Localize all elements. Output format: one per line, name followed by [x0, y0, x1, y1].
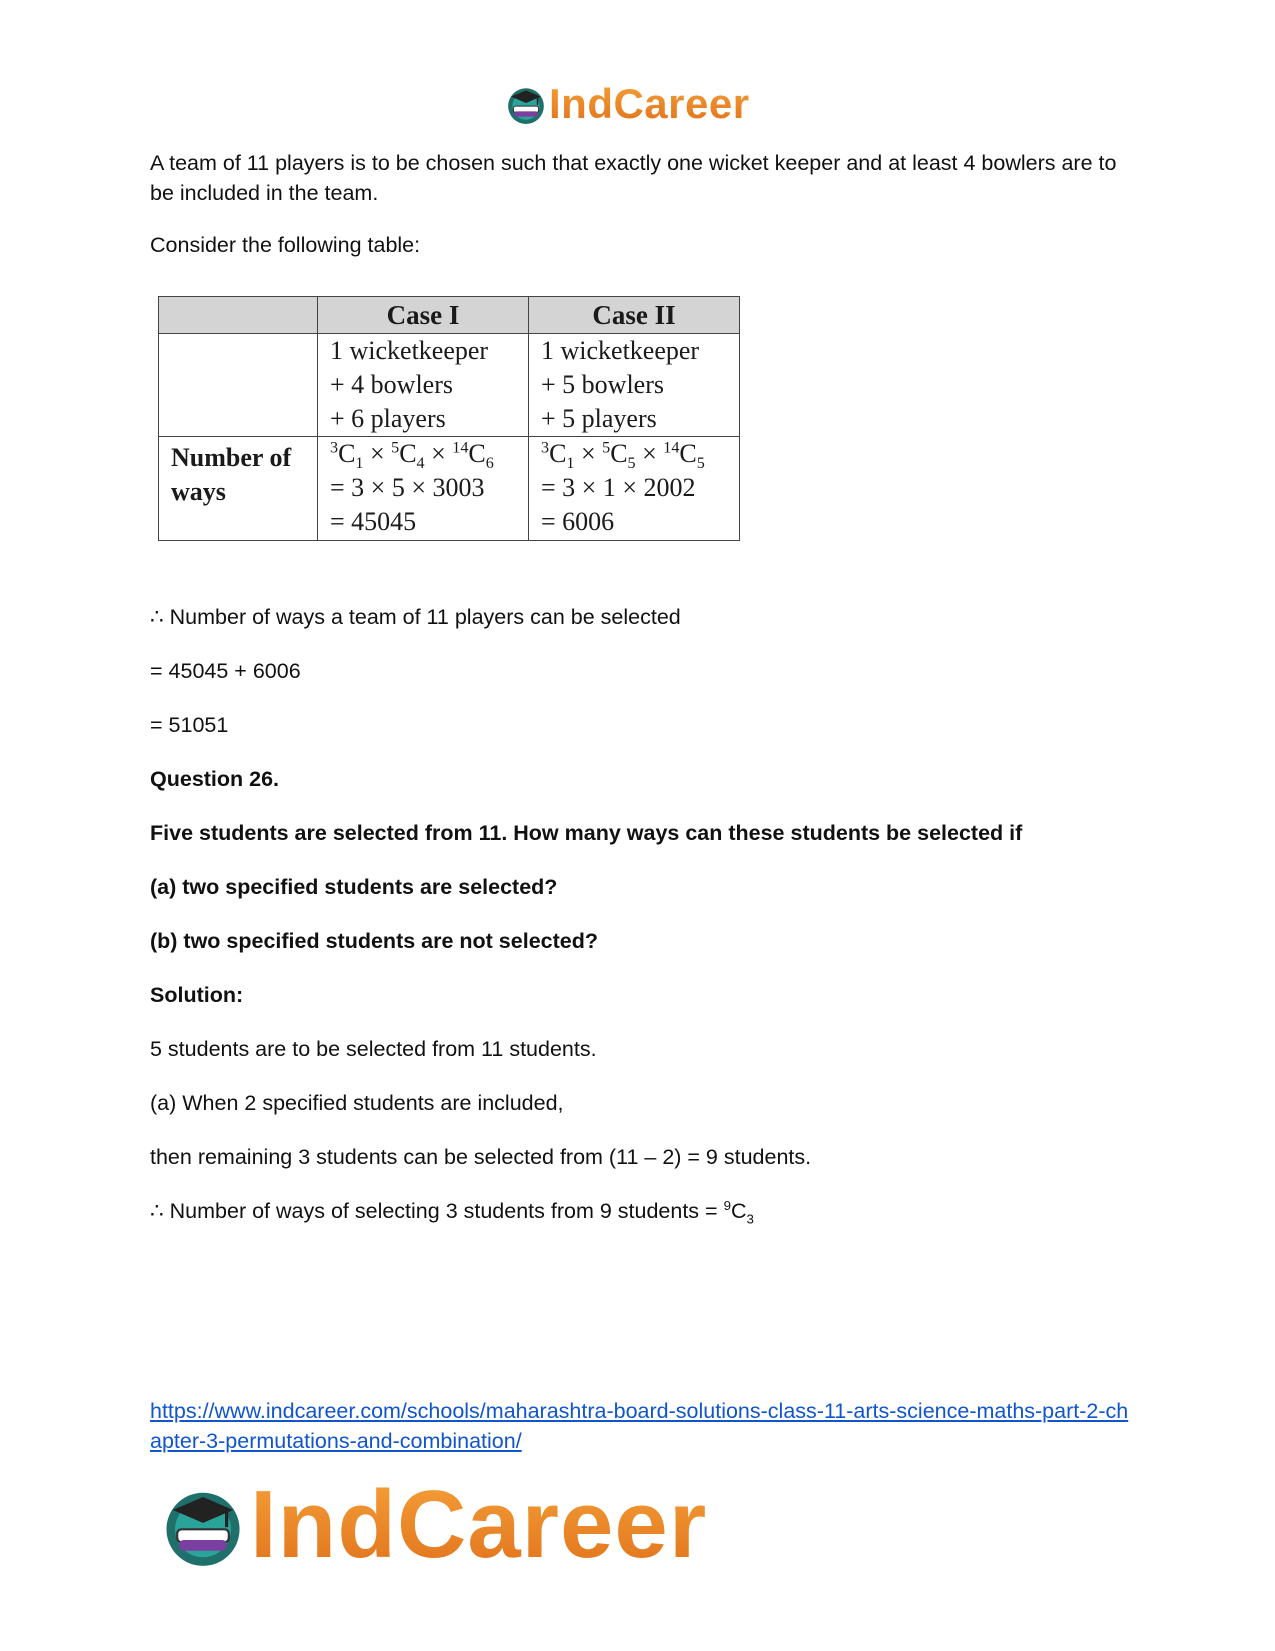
intro-paragraph: A team of 11 players is to be chosen such that exactly one wicket keeper and at least 4 bowlers are to be included in the team. — [150, 151, 1117, 205]
graduation-book-icon — [160, 1482, 246, 1568]
question-part-b: (b) two specified students are not selected? — [150, 929, 598, 953]
cases-table — [158, 296, 740, 541]
source-url-link[interactable]: https://www.indcareer.com/schools/maharashtra-board-solutions-class-11-arts-science-maths-part-2-chapter-3-permutations-and-combination/ — [150, 1399, 1129, 1453]
case2-composition: 1 wicketkeeper + 5 bowlers + 5 players — [529, 334, 740, 437]
indcareer-logo-bottom — [160, 1470, 707, 1580]
result-sum: = 45045 + 6006 — [150, 659, 301, 683]
table-header-empty — [159, 297, 318, 334]
table-row-label — [159, 334, 318, 437]
question-text: Five students are selected from 11. How many ways can these students be selected if — [150, 821, 1023, 845]
question-title: Question 26. — [150, 767, 280, 791]
brand-wordmark: IndCareer — [250, 1471, 708, 1578]
solution-line-4: ∴ Number of ways of selecting 3 students from 9 students = $^9C_3$ — [150, 1197, 754, 1227]
table-row — [159, 334, 740, 437]
brand-wordmark: IndCareer — [549, 80, 750, 127]
graduation-book-icon — [505, 83, 547, 125]
solution-line-1: 5 students are to be selected from 11 students. — [150, 1037, 597, 1061]
case2-expression: $^3C_1 \times ^5C_5 \times ^{14}C_5$ — [541, 439, 705, 473]
table-header-case2: Case II — [529, 297, 740, 334]
table-row — [159, 437, 740, 541]
solution-title: Solution: — [150, 983, 244, 1007]
result-intro: ∴ Number of ways a team of 11 players can be selected — [150, 605, 681, 629]
number-of-ways-label: Number of ways — [159, 437, 318, 541]
solution-line-2: (a) When 2 specified students are included, — [150, 1091, 564, 1115]
intro-table-lead: Consider the following table: — [150, 233, 421, 257]
question-part-a: (a) two specified students are selected? — [150, 875, 558, 899]
case1-expression: $^3C_1 \times ^5C_4 \times ^{14}C_6$ — [330, 439, 494, 473]
table-header-row — [159, 297, 740, 334]
case1-ways: $^3C_1 \times ^5C_4 \times ^{14}C_6$ = 3 × 5 × 3003 = 45045 — [318, 437, 529, 541]
result-total: = 51051 — [150, 713, 229, 737]
indcareer-logo-top — [505, 80, 750, 128]
solution-line-3: then remaining 3 students can be selected from (11 – 2) = 9 students. — [150, 1145, 812, 1169]
case1-composition: 1 wicketkeeper + 4 bowlers + 6 players — [318, 334, 529, 437]
case2-ways: $^3C_1 \times ^5C_5 \times ^{14}C_5$ = 3 × 1 × 2002 = 6006 — [529, 437, 740, 541]
table-header-case1: Case I — [318, 297, 529, 334]
solution-body — [150, 602, 1130, 1226]
document-body — [150, 148, 1130, 260]
